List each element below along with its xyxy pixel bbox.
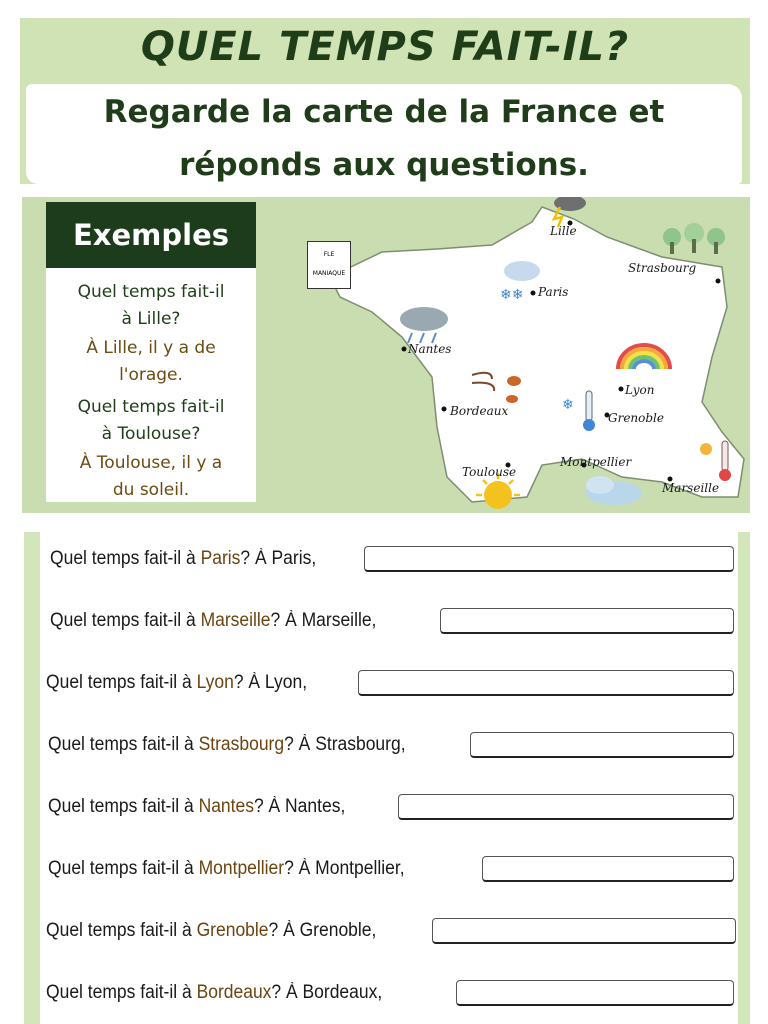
dot-strasbourg — [716, 279, 721, 284]
question-text: Quel temps fait-il à Grenoble? À Grenoble, — [46, 920, 377, 941]
question-text: Quel temps fait-il à Paris? À Paris, — [50, 548, 317, 569]
subtitle-band — [26, 84, 742, 184]
answer-field-lyon[interactable] — [358, 670, 734, 696]
instructions — [26, 86, 742, 192]
example-1-question-line-1: Quel temps fait-il — [77, 282, 225, 302]
dot-nantes — [402, 347, 407, 352]
instructions-line-1: Regarde la carte de la France et — [103, 94, 665, 130]
example-1-question-line-2: à Lille? — [121, 309, 181, 329]
question-row-strasbourg — [40, 728, 738, 762]
header-banner — [20, 18, 750, 184]
cloud-icon — [586, 476, 642, 505]
question-text: Quel temps fait-il à Montpellier? À Montpellier, — [48, 858, 405, 879]
example-2-question-line-1: Quel temps fait-il — [77, 397, 225, 417]
label-bordeaux: Bordeaux — [450, 404, 509, 418]
question-city: Nantes — [198, 796, 254, 817]
question-row-bordeaux — [40, 976, 738, 1010]
examples-heading: Exemples — [46, 202, 256, 268]
france-map — [22, 197, 750, 513]
question-city: Bordeaux — [196, 982, 272, 1003]
answer-field-strasbourg[interactable] — [470, 732, 734, 758]
question-row-lyon — [40, 666, 738, 700]
answer-field-grenoble[interactable] — [432, 918, 736, 944]
question-text: Quel temps fait-il à Bordeaux? À Bordeaux, — [46, 982, 383, 1003]
question-city: Strasbourg — [198, 734, 285, 755]
label-grenoble: Grenoble — [608, 411, 664, 425]
question-row-montpellier — [40, 852, 738, 886]
question-text: Quel temps fait-il à Marseille? À Marseille, — [50, 610, 377, 631]
label-lyon: Lyon — [625, 383, 655, 397]
dot-paris — [531, 291, 536, 296]
answer-field-marseille[interactable] — [440, 608, 734, 634]
question-row-nantes — [40, 790, 738, 824]
dot-lyon — [619, 387, 624, 392]
question-text: Quel temps fait-il à Nantes? À Nantes, — [48, 796, 346, 817]
answer-field-nantes[interactable] — [398, 794, 734, 820]
svg-text:❄: ❄ — [562, 397, 574, 413]
svg-text:❄❄: ❄❄ — [500, 287, 524, 303]
label-paris: Paris — [538, 285, 569, 299]
question-row-grenoble — [40, 914, 738, 948]
label-lille: Lille — [550, 224, 577, 238]
worksheet-title: QUEL TEMPS FAIT-IL? — [140, 24, 630, 70]
question-row-paris — [40, 542, 738, 576]
label-strasbourg: Strasbourg — [628, 261, 697, 275]
question-city: Grenoble — [196, 920, 269, 941]
example-1-answer-line-1: À Lille, il y a de — [86, 338, 216, 358]
dot-bordeaux — [442, 407, 447, 412]
logo-text-top: FLE — [323, 251, 335, 258]
label-nantes: Nantes — [408, 342, 452, 356]
map-panel — [22, 197, 750, 513]
questions-panel — [24, 532, 750, 1024]
answer-field-montpellier[interactable] — [482, 856, 734, 882]
example-2-answer-line-2: du soleil. — [112, 480, 190, 500]
tree-icon — [663, 223, 725, 254]
question-city: Marseille — [200, 610, 271, 631]
question-row-marseille — [40, 604, 738, 638]
example-1-answer-line-2: l'orage. — [119, 365, 183, 385]
fle-maniaque-logo — [307, 241, 351, 289]
logo-text-bottom: MANIAQUE — [312, 270, 346, 277]
question-text: Quel temps fait-il à Lyon? À Lyon, — [46, 672, 308, 693]
question-city: Lyon — [196, 672, 234, 693]
instructions-line-2: réponds aux questions. — [179, 147, 589, 183]
question-city: Paris — [200, 548, 241, 569]
answer-field-paris[interactable] — [364, 546, 734, 572]
question-city: Montpellier — [198, 858, 285, 879]
example-2-answer-line-1: À Toulouse, il y a — [79, 453, 223, 473]
questions-list — [40, 532, 738, 1024]
question-text: Quel temps fait-il à Strasbourg? À Strasbourg, — [48, 734, 406, 755]
label-marseille: Marseille — [662, 481, 720, 495]
france-outline — [330, 207, 744, 502]
label-montpellier: Montpellier — [560, 455, 632, 469]
answer-field-bordeaux[interactable] — [456, 980, 734, 1006]
label-toulouse: Toulouse — [462, 465, 517, 479]
example-2-question-line-2: à Toulouse? — [101, 424, 201, 444]
